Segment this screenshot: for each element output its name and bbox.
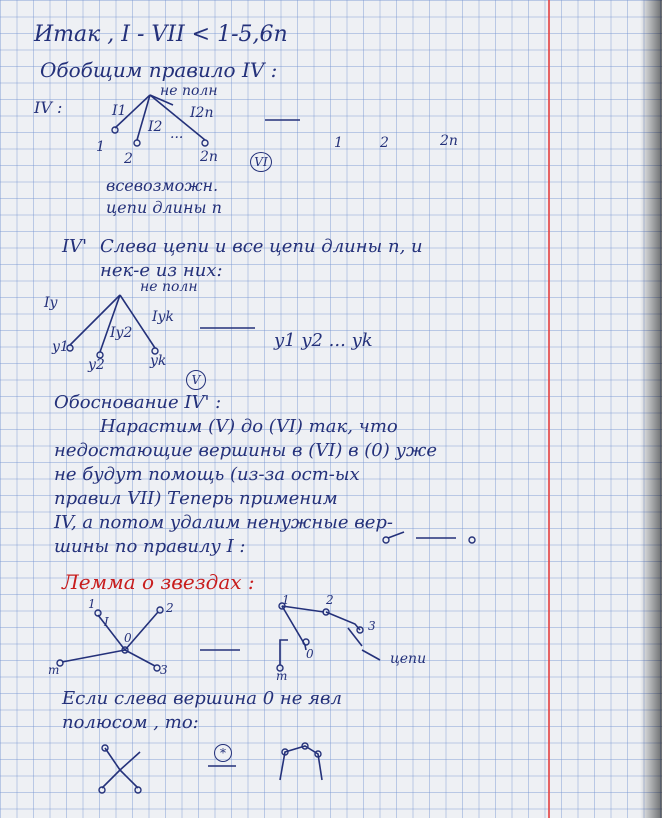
- bottom-2: 2: [124, 151, 133, 167]
- proof-line-3: не будут помощь (из-за ост-ых: [54, 464, 360, 485]
- lemma-star-figure: [50, 597, 450, 690]
- bottom-2n: 2n: [200, 149, 218, 165]
- label-Iy2: Iy2: [110, 325, 133, 341]
- lemma-title: Лемма о звездах :: [62, 570, 255, 594]
- rule4p-note: не полн: [140, 279, 198, 295]
- chain-path: [280, 746, 322, 780]
- node: [157, 607, 163, 613]
- margin-line: [548, 0, 550, 818]
- header-line: Итак , I - VII < 1-5,6n: [34, 22, 288, 47]
- label-Iyk: Iyk: [152, 309, 174, 325]
- rule-I-figure: [380, 528, 500, 548]
- edge: [125, 650, 155, 666]
- right-3: 3: [368, 619, 376, 633]
- right-2: 2: [326, 593, 334, 607]
- proof-line-1: Нарастим (V) до (VI) так, что: [100, 416, 398, 437]
- proof-line-2: недостающие вершины в (VI) в (0) уже: [54, 440, 438, 461]
- edge: [120, 752, 140, 770]
- label-I1: I1: [112, 103, 127, 119]
- right-1: 1: [334, 135, 343, 151]
- leaf-node: [202, 140, 208, 146]
- edge: [98, 615, 125, 650]
- rule4p-line2: нек-е из них:: [100, 260, 223, 281]
- label-Iy1: Iy: [44, 295, 58, 311]
- proof-line-4: правил VII) Теперь применим: [54, 488, 338, 509]
- edge: [348, 628, 362, 646]
- edge: [105, 748, 120, 770]
- label-I2n: I2n: [190, 105, 214, 121]
- edge: [62, 650, 125, 662]
- star-0: 0: [124, 631, 132, 645]
- rule4p-tag: IV': [62, 236, 88, 257]
- proof-title: Обоснование IV' :: [54, 392, 222, 413]
- edge: [120, 770, 138, 788]
- edge: [100, 295, 120, 352]
- label-I2: I2: [148, 119, 163, 135]
- arrow: [362, 650, 380, 660]
- star-2: 2: [166, 601, 174, 615]
- right-2: 2: [380, 135, 389, 151]
- right-2n: 2n: [440, 133, 458, 149]
- label-y1: y1: [52, 339, 69, 355]
- lemma-cond-2: полюсом , то:: [62, 712, 199, 733]
- star-1: 1: [88, 597, 96, 611]
- bottom-1: 1: [96, 139, 105, 155]
- label-y2: y2: [88, 357, 105, 373]
- rule4-title: Обобщим правило IV :: [40, 58, 278, 82]
- star-3: 3: [160, 663, 168, 677]
- lemma-cond-1: Если слева вершина 0 не явл: [62, 688, 342, 709]
- rule4-tag: IV :: [34, 98, 63, 117]
- right-1: 1: [282, 593, 290, 607]
- rule4-tree-figure: [95, 90, 355, 170]
- rule4-note: не полн: [160, 83, 218, 99]
- chains-label: цепи: [390, 651, 427, 667]
- right-0: 0: [306, 647, 314, 661]
- star-I: I: [104, 615, 109, 629]
- right-m: m: [276, 669, 288, 683]
- rule4-caption-2: цепи длины n: [106, 198, 222, 217]
- edge: [102, 770, 120, 788]
- rule4p-line1: Слева цепи и все цепи длины n, и: [100, 236, 423, 257]
- star-m: m: [48, 663, 60, 677]
- label-yk: yk: [150, 353, 167, 369]
- circled-star: *: [214, 744, 232, 762]
- edge: [388, 532, 404, 538]
- node: [469, 537, 475, 543]
- circled-V: V: [186, 370, 206, 390]
- edge: [326, 612, 360, 630]
- rule4p-right: y1 y2 ... yk: [274, 330, 373, 351]
- edge: [280, 640, 288, 665]
- leaf-node: [134, 140, 140, 146]
- edge: [282, 606, 306, 650]
- circled-VI: VI: [250, 152, 272, 172]
- proof-line-5: IV, а потом удалим ненужные вер-: [54, 512, 394, 533]
- rule4-caption-1: всевозможн.: [106, 176, 219, 195]
- dots: ...: [170, 126, 184, 142]
- proof-line-6: шины по правилу I :: [54, 536, 246, 557]
